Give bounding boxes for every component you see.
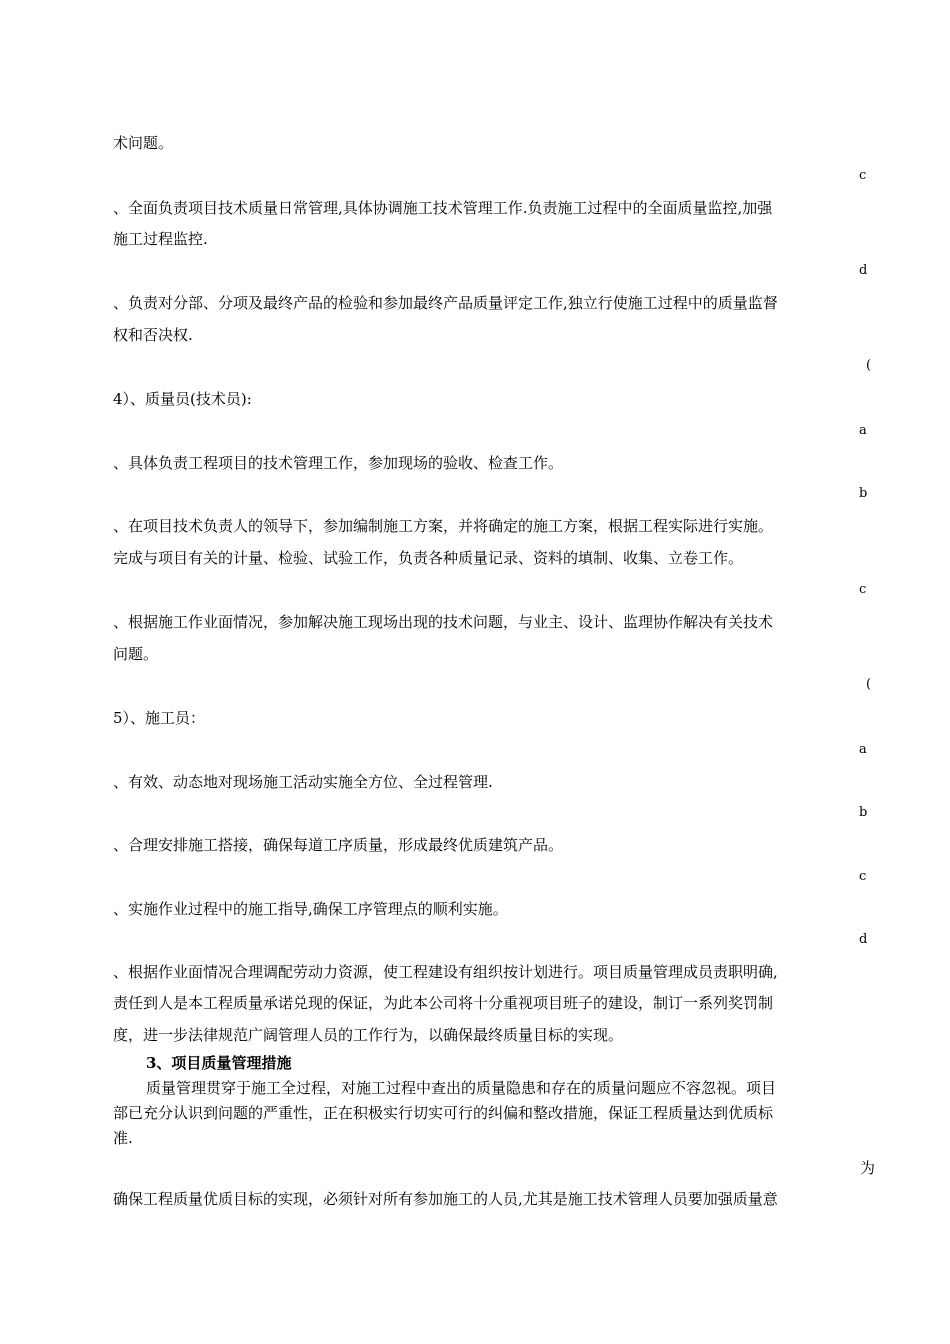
text-line: 确保工程质量优质目标的实现，必须针对所有参加施工的人员,尤其是施工技术管理人员要加强质量意: [113, 1190, 778, 1208]
text-line: 、根据施工作业面情况，参加解决施工现场出现的技术问题，与业主、设计、监理协作解决有关技术: [113, 613, 774, 631]
text-line: 、负责对分部、分项及最终产品的检验和参加最终产品质量评定工作,独立行使施工过程中的质量监督: [113, 294, 778, 312]
list-marker: d: [859, 932, 868, 947]
text-fragment: 为: [860, 1159, 876, 1177]
list-marker: a: [859, 423, 867, 438]
list-marker: (: [866, 358, 872, 373]
text-line: 权和否决权.: [113, 326, 193, 344]
text-line: 质量管理贯穿于施工全过程，对施工过程中查出的质量隐患和存在的质量问题应不容忽视。项目: [146, 1079, 777, 1097]
text-line: 、合理安排施工搭接，确保每道工序质量，形成最终优质建筑产品。: [113, 836, 564, 854]
list-marker: (: [866, 677, 872, 692]
text-line: 部已充分认识到问题的严重性，正在积极实行切实可行的纠偏和整改措施，保证工程质量达到优质标: [113, 1104, 774, 1122]
text-line: 、全面负责项目技术质量日常管理,具体协调施工技术管理工作.负责施工过程中的全面质量监控,加强: [113, 199, 773, 217]
section-heading: 5）、施工员：: [113, 709, 206, 727]
list-marker: b: [859, 805, 868, 820]
text-line: 、具体负责工程项目的技术管理工作，参加现场的验收、检查工作。: [113, 454, 564, 472]
text-line: 、根据作业面情况合理调配劳动力资源，使工程建设有组织按计划进行。项目质量管理成员责职明确,: [113, 963, 778, 981]
text-line: 完成与项目有关的计量、检验、试验工作，负责各种质量记录、资料的填制、收集、立卷工作。: [113, 549, 744, 567]
text-line: 责任到人是本工程质量承诺兑现的保证，为此本公司将十分重视项目班子的建设，制订一系列奖罚制: [113, 994, 774, 1012]
list-marker: a: [859, 742, 867, 757]
section-heading: 4）、质量员(技术员):: [113, 390, 252, 408]
list-marker: c: [859, 168, 867, 183]
text-line: 问题。: [113, 645, 159, 663]
text-line: 、有效、动态地对现场施工活动实施全方位、全过程管理.: [113, 773, 493, 791]
text-line: 度，进一步法律规范广阔管理人员的工作行为，以确保最终质量目标的实现。: [113, 1026, 624, 1044]
list-marker: b: [859, 486, 868, 501]
list-marker: d: [859, 263, 868, 278]
section-title: 3、项目质量管理措施: [146, 1054, 292, 1072]
text-line: 准.: [113, 1129, 133, 1147]
text-line: 术问题。: [113, 134, 174, 152]
text-line: 、在项目技术负责人的领导下，参加编制施工方案，并将确定的施工方案，根据工程实际进行实施。: [113, 517, 774, 535]
text-line: 施工过程监控.: [113, 230, 208, 248]
list-marker: c: [859, 582, 867, 597]
text-line: 、实施作业过程中的施工指导,确保工序管理点的顺利实施。: [113, 900, 508, 918]
list-marker: c: [859, 869, 867, 884]
